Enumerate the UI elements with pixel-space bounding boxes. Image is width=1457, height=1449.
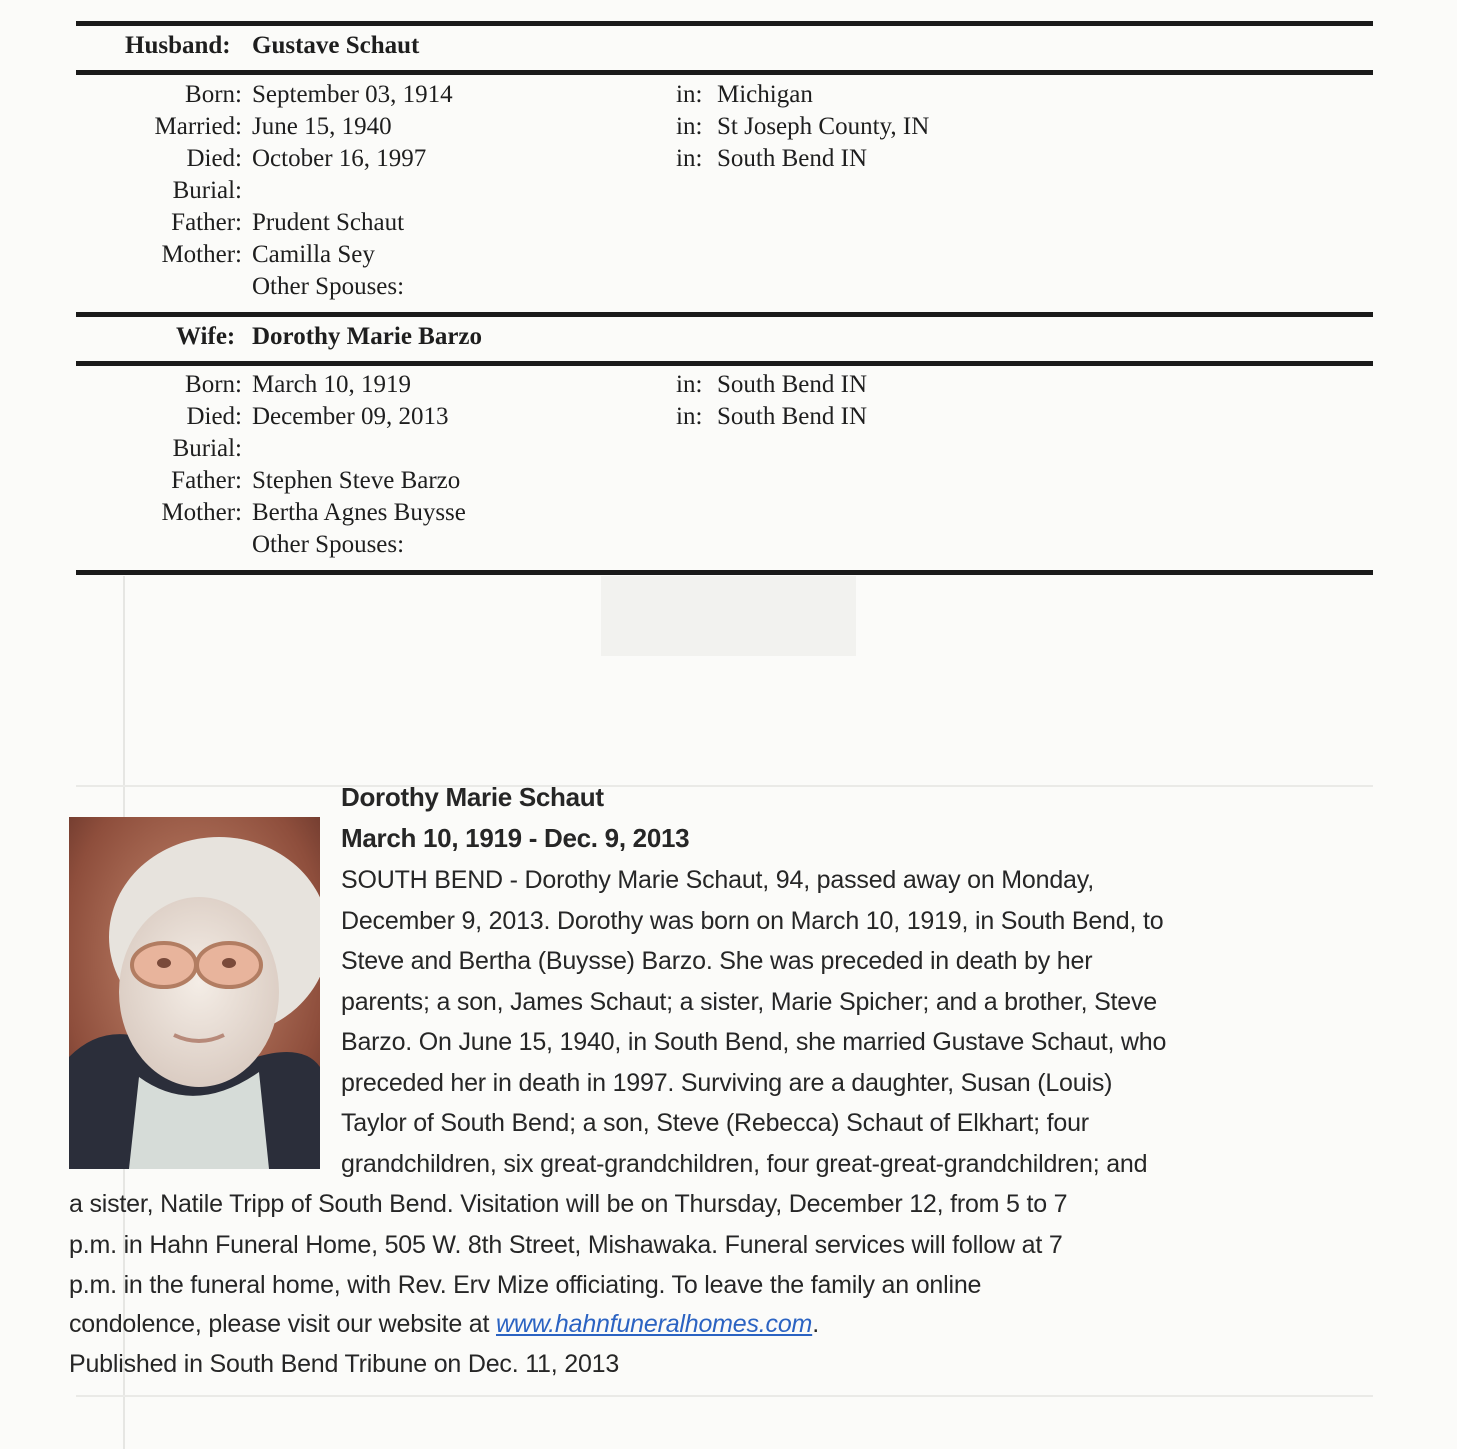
- field-label: Mother:: [161, 499, 242, 526]
- obituary-line: p.m. in the funeral home, with Rev. Erv Mize officiating. To leave the family an online: [69, 1271, 982, 1299]
- obituary-line: SOUTH BEND - Dorothy Marie Schaut, 94, passed away on Monday,: [341, 866, 1094, 894]
- obituary-line: Taylor of South Bend; a son, Steve (Rebecca) Schaut of Elkhart; four: [341, 1109, 1089, 1137]
- field-value: October 16, 1997: [252, 145, 427, 172]
- field-value: Prudent Schaut: [252, 209, 405, 236]
- wife-field-row: [0, 531, 1457, 563]
- place-value: St Joseph County, IN: [717, 113, 930, 140]
- website-link[interactable]: www.hahnfuneralhomes.com: [495, 1310, 813, 1338]
- husband-field-row: [0, 177, 1457, 209]
- condolence-line: [69, 1310, 819, 1339]
- field-label: Died:: [186, 145, 242, 172]
- obituary-line: p.m. in Hahn Funeral Home, 505 W. 8th Street, Mishawaka. Funeral services will follow at 7: [69, 1230, 1063, 1259]
- obituary-line: December 9, 2013. Dorothy was born on March 10, 1919, in South Bend, to: [341, 906, 1164, 935]
- top-rule: [76, 21, 1373, 26]
- field-value: Stephen Steve Barzo: [252, 467, 461, 494]
- wife-field-row: [0, 467, 1457, 499]
- wife-name: Dorothy Marie Barzo: [252, 323, 483, 350]
- husband-field-row: [0, 209, 1457, 241]
- place-value: South Bend IN: [717, 403, 867, 430]
- obituary-line: a sister, Natile Tripp of South Bend. Visitation will be on Thursday, December 12, from 5 to 7: [69, 1190, 1068, 1218]
- husband-label: Husband:: [125, 32, 231, 59]
- field-value: September 03, 1914: [252, 81, 453, 108]
- obituary-dates: March 10, 1919 - Dec. 9, 2013: [341, 823, 690, 853]
- field-label: Married:: [154, 113, 242, 140]
- field-label: Mother:: [161, 241, 242, 268]
- husband-field-row: [0, 145, 1457, 177]
- field-value: Other Spouses:: [252, 531, 405, 558]
- field-label: Born:: [185, 371, 242, 398]
- wife-field-row: [0, 435, 1457, 467]
- field-value: Bertha Agnes Buysse: [252, 499, 466, 526]
- obituary-line: Barzo. On June 15, 1940, in South Bend, she married Gustave Schaut, who: [341, 1028, 1167, 1056]
- obituary-line: preceded her in death in 1997. Surviving are a daughter, Susan (Louis): [341, 1068, 1113, 1097]
- husband-name: Gustave Schaut: [252, 32, 420, 59]
- wife-rule: [76, 361, 1373, 366]
- husband-field-row: [0, 273, 1457, 305]
- obituary-line: parents; a son, James Schaut; a sister, Marie Spicher; and a brother, Steve: [341, 987, 1157, 1016]
- obituary-name: Dorothy Marie Schaut: [341, 782, 604, 812]
- field-label: Burial:: [172, 435, 242, 462]
- in-label: in:: [676, 403, 703, 430]
- in-label: in:: [676, 113, 703, 140]
- field-value: Other Spouses:: [252, 273, 405, 300]
- husband-field-row: [0, 241, 1457, 273]
- wife-field-row: [0, 403, 1457, 435]
- obituary-line: Steve and Bertha (Buysse) Barzo. She was preceded in death by her: [341, 947, 1093, 975]
- in-label: in:: [676, 371, 703, 398]
- published-line: Published in South Bend Tribune on Dec. 11, 2013: [69, 1350, 620, 1378]
- field-value: December 09, 2013: [252, 403, 449, 430]
- wife-top-rule: [76, 312, 1373, 317]
- wife-field-row: [0, 371, 1457, 403]
- husband-rule: [76, 70, 1373, 75]
- wife-label: Wife:: [176, 323, 236, 350]
- field-label: Father:: [171, 209, 242, 236]
- condolence-text: condolence, please visit our website at: [69, 1310, 496, 1338]
- in-label: in:: [676, 145, 703, 172]
- portrait-photo: [69, 817, 320, 1169]
- wife-field-row: [0, 499, 1457, 531]
- condolence-period: .: [812, 1310, 819, 1338]
- field-value: June 15, 1940: [252, 113, 392, 140]
- in-label: in:: [676, 81, 703, 108]
- obituary-line: grandchildren, six great-grandchildren, four great-great-grandchildren; and: [341, 1149, 1148, 1178]
- place-value: South Bend IN: [717, 145, 867, 172]
- field-label: Father:: [171, 467, 242, 494]
- field-value: Camilla Sey: [252, 241, 375, 268]
- field-label: Died:: [186, 403, 242, 430]
- place-value: Michigan: [717, 81, 813, 108]
- bottom-rule: [76, 570, 1373, 575]
- field-label: Burial:: [172, 177, 242, 204]
- husband-field-row: [0, 113, 1457, 145]
- husband-field-row: [0, 81, 1457, 113]
- place-value: South Bend IN: [717, 371, 867, 398]
- field-label: Born:: [185, 81, 242, 108]
- field-value: March 10, 1919: [252, 371, 411, 398]
